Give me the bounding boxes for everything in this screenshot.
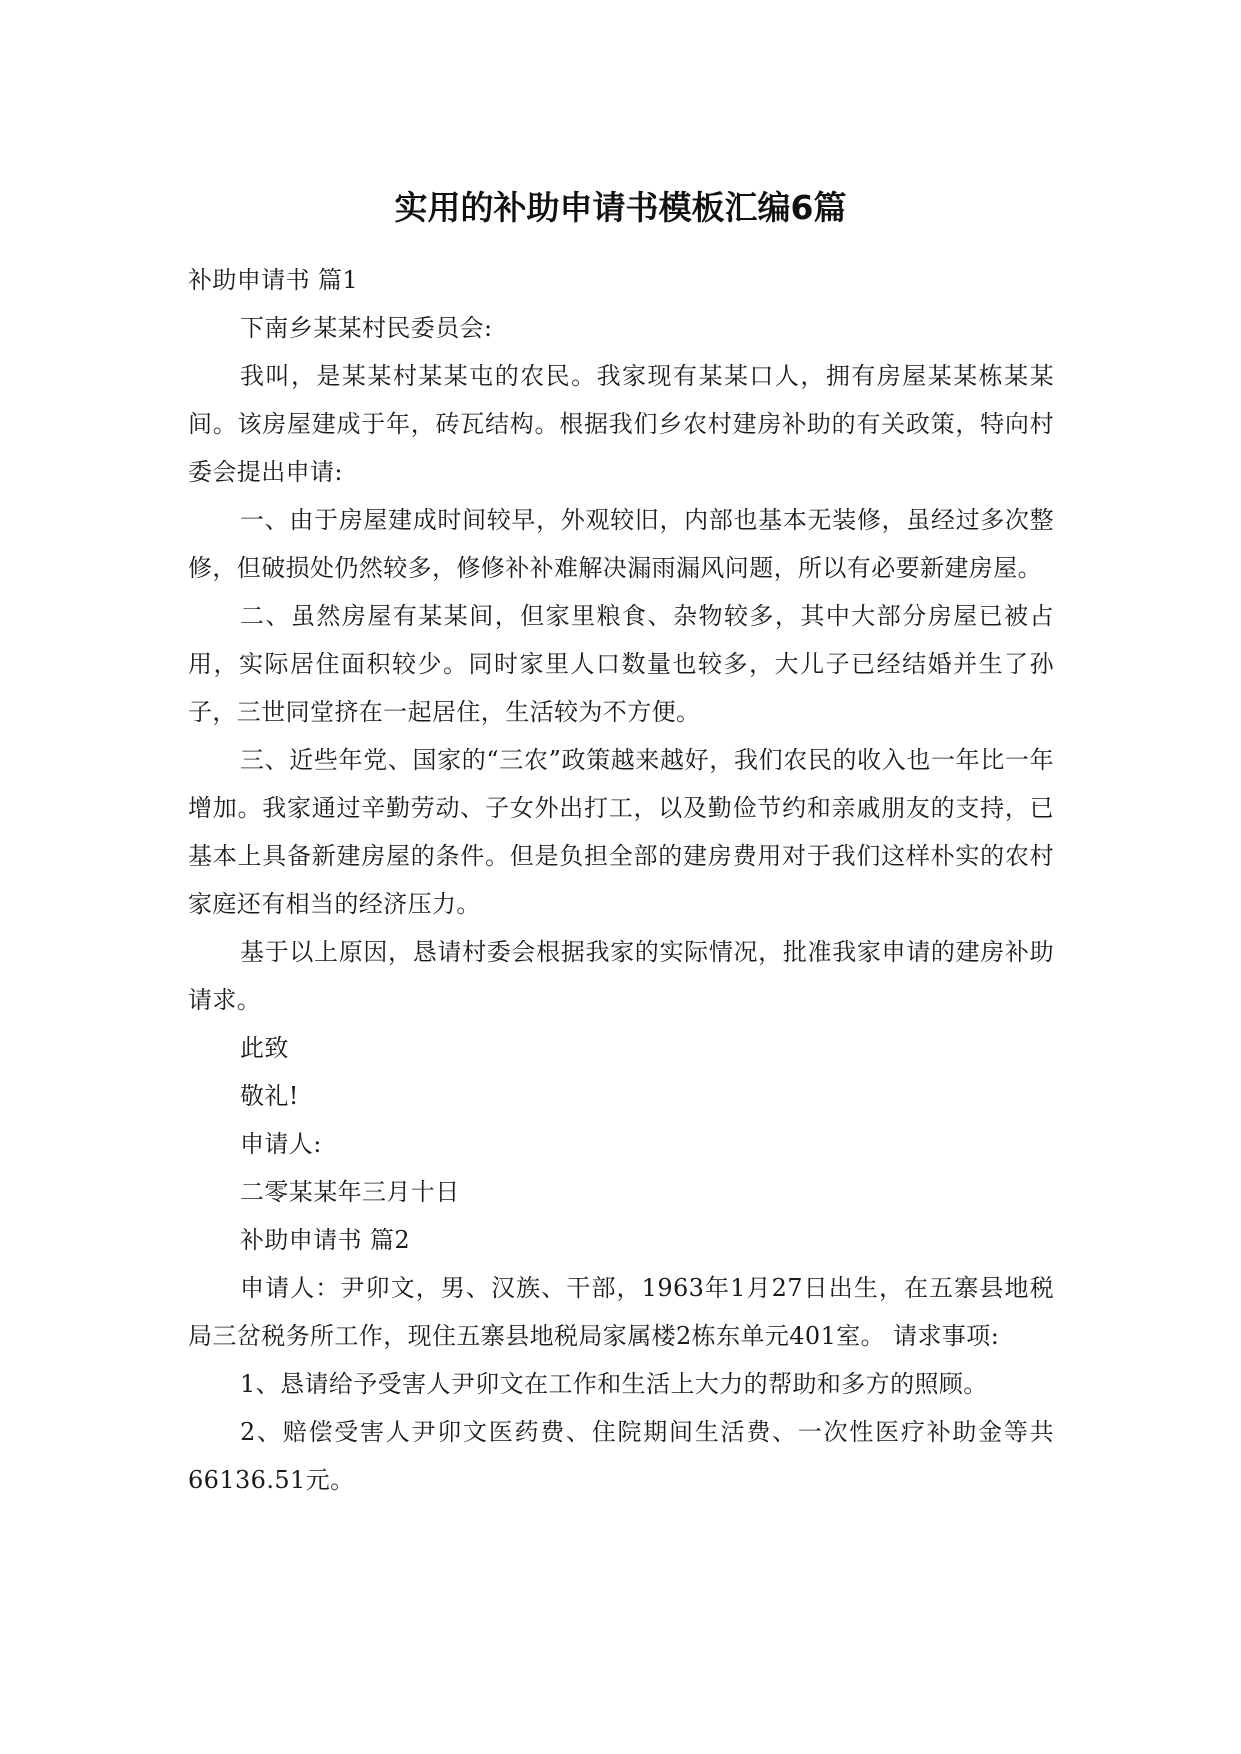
paragraph-reason-1: 一、由于房屋建成时间较早，外观较旧，内部也基本无装修，虽经过多次整修，但破损处仍然较多，修修补补难解决漏雨漏风问题，所以有必要新建房屋。 (188, 506, 1054, 582)
request-item-1: 1、恳请给予受害人尹卯文在工作和生活上大力的帮助和多方的照顾。 (240, 1370, 988, 1398)
request-item-2: 2、赔偿受害人尹卯文医药费、住院期间生活费、一次性医疗补助金等共66136.51元。 (188, 1418, 1054, 1494)
applicant-label: 申请人: (240, 1130, 322, 1158)
paragraph-reason-2: 二、虽然房屋有某某间，但家里粮食、杂物较多，其中大部分房屋已被占用，实际居住面积较少。同时家里人口数量也较多，大儿子已经结婚并生了孙子，三世同堂挤在一起居住，生活较为不方便。 (188, 602, 1054, 726)
salutation: 下南乡某某村民委员会: (240, 314, 493, 342)
section-heading-2: 补助申请书 篇2 (240, 1226, 411, 1254)
closing-cizhi: 此致 (240, 1034, 289, 1062)
document-body (188, 256, 1054, 1504)
document-title: 实用的补助申请书模板汇编6篇 (394, 188, 847, 227)
paragraph-reason-3: 三、近些年党、国家的“三农”政策越来越好，我们农民的收入也一年比一年增加。我家通过辛勤劳动、子女外出打工，以及勤俭节约和亲戚朋友的支持，已基本上具备新建房屋的条件。但是负担全部的建房费用对于我们这样朴实的农村家庭还有相当的经济压力。 (188, 746, 1054, 918)
paragraph-request: 基于以上原因，恳请村委会根据我家的实际情况，批准我家申请的建房补助请求。 (188, 938, 1054, 1014)
closing-jingli: 敬礼! (240, 1082, 299, 1110)
date-line: 二零某某年三月十日 (240, 1178, 460, 1206)
paragraph-intro: 我叫，是某某村某某屯的农民。我家现有某某口人，拥有房屋某某栋某某间。该房屋建成于年，砖瓦结构。根据我们乡农村建房补助的有关政策，特向村委会提出申请: (188, 362, 1054, 486)
paragraph-applicant-info: 申请人：尹卯文，男、汉族、干部，1963年1月27日出生，在五寨县地税局三岔税务所工作，现住五寨县地税局家属楼2栋东单元401室。 请求事项: (188, 1274, 1054, 1350)
section-heading-1: 补助申请书 篇1 (188, 266, 359, 294)
